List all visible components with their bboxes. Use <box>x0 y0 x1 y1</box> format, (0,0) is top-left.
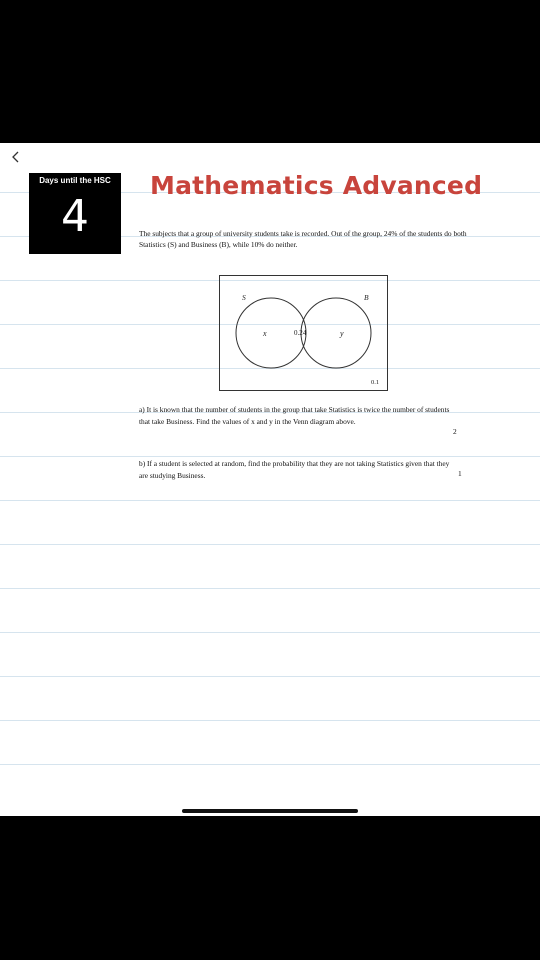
countdown-box <box>29 173 121 254</box>
ruled-line <box>0 456 540 457</box>
question-a <box>139 404 459 427</box>
ruled-line <box>0 764 540 765</box>
home-indicator[interactable] <box>182 809 358 813</box>
ruled-line <box>0 500 540 501</box>
venn-value-only-s: x <box>263 329 267 338</box>
venn-label-b: B <box>364 293 369 302</box>
question-b <box>139 458 459 481</box>
intro-text: The subjects that a group of university students take is recorded. Out of the group, 24% of the students do both Statistics (S) and Business (B), while 10% do neither. <box>139 229 467 249</box>
ruled-line <box>0 544 540 545</box>
question-a-marks: 2 <box>453 427 457 436</box>
venn-circle-b <box>301 298 371 368</box>
question-b-text: If a student is selected at random, find the probability that they are not taking Statistics given that they are studying Business. <box>139 459 450 480</box>
whiteboard-screen <box>0 143 540 816</box>
venn-value-neither: 0.1 <box>371 379 380 386</box>
countdown-label: Days until the HSC <box>39 176 111 185</box>
ruled-line <box>0 588 540 589</box>
back-button[interactable] <box>6 146 26 168</box>
countdown-value: 4 <box>61 191 89 242</box>
venn-value-both: 0.24 <box>294 329 307 337</box>
venn-value-only-b: y <box>340 329 344 338</box>
question-b-letter: b) <box>139 459 146 468</box>
venn-label-s: S <box>242 293 246 302</box>
venn-diagram <box>219 275 388 391</box>
question-a-text: It is known that the number of students in the group that take Statistics is twice the number of students that take Business. Find the values of x and y in the Venn diagram above. <box>139 405 450 426</box>
ruled-line <box>0 720 540 721</box>
page-title: Mathematics Advanced <box>150 171 483 200</box>
question-b-marks: 1 <box>458 469 462 478</box>
ruled-line <box>0 632 540 633</box>
question-a-letter: a) <box>139 405 145 414</box>
ruled-line <box>0 676 540 677</box>
chevron-left-icon <box>11 151 21 163</box>
